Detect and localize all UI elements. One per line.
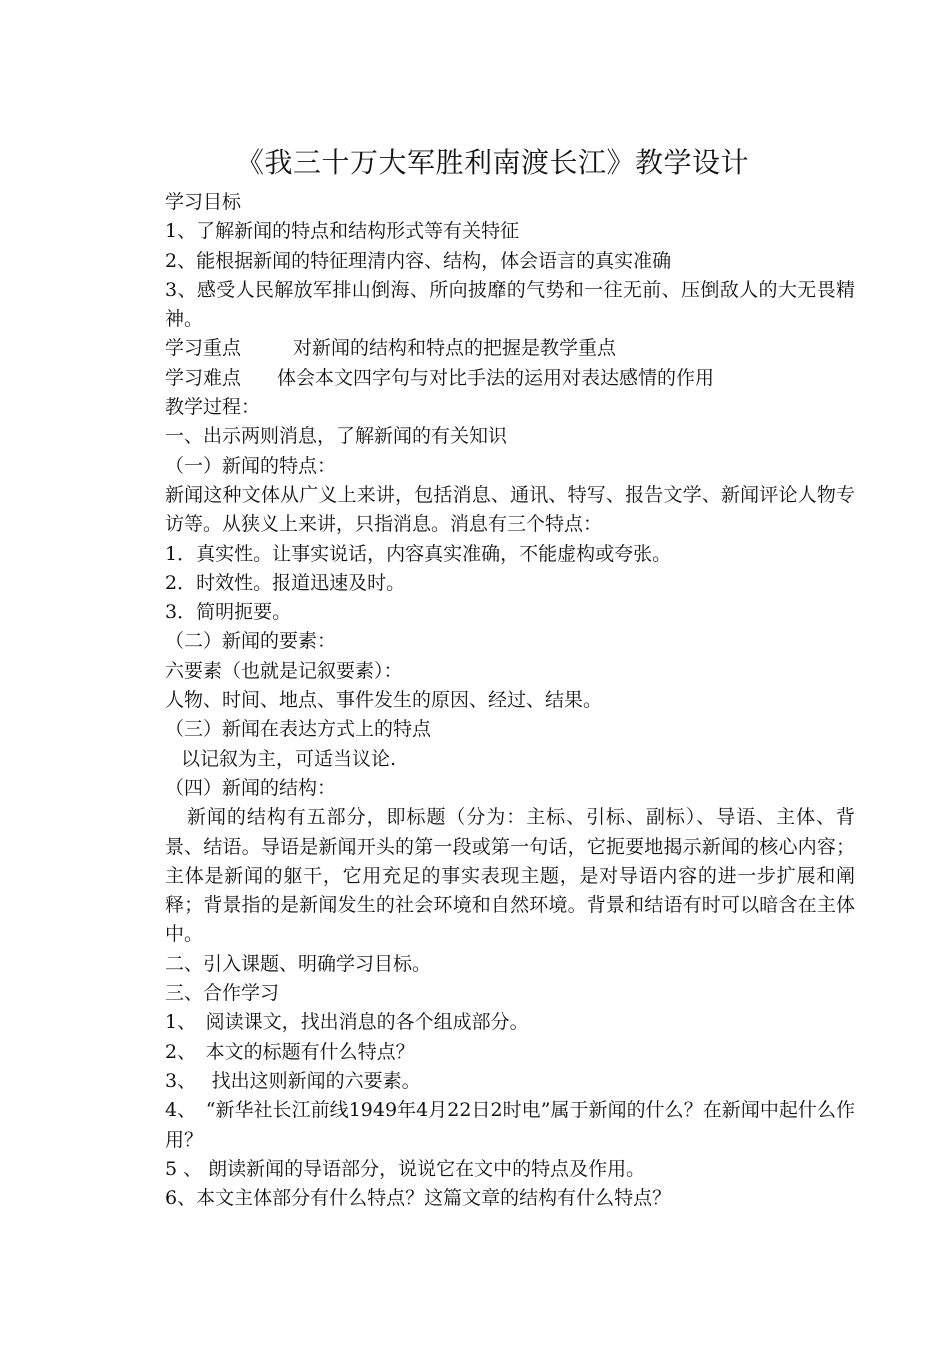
difficulty-label: 学习难点: [165, 366, 242, 389]
objective-item: 1、了解新闻的特点和结构形式等有关特征: [165, 220, 520, 243]
question-item: 3、 找出这则新闻的六要素。: [165, 1069, 421, 1092]
news-definition-paragraph: 新闻这种文体从广义上来讲，包括消息、通讯、特写、报告文学、新闻评论人物专访等。从狭义上来讲，只指消息。消息有三个特点：: [165, 483, 855, 536]
difficulty-text: 体会本文四字句与对比手法的运用对表达感情的作用: [277, 366, 715, 389]
subsection-heading: （二）新闻的要素：: [165, 630, 337, 653]
section-3-heading: 三、合作学习: [165, 982, 280, 1005]
subsection-heading: （四）新闻的结构：: [165, 776, 337, 799]
elements-line: 六要素（也就是记叙要素）：: [165, 659, 403, 682]
objectives-heading: 学习目标: [165, 191, 242, 213]
document-page: [165, 140, 855, 1213]
question-item: 4、 “新华社长江前线1949年4月22日2时电”属于新闻的什么？在新闻中起什么作用？: [165, 1099, 855, 1151]
question-item: 2、 本文的标题有什么特点？: [165, 1040, 415, 1063]
focus-label: 学习重点: [165, 337, 242, 360]
objective-item: 3、感受人民解放军排山倒海、所向披靡的气势和一往无前、压倒敌人的大无畏精神。: [165, 278, 855, 331]
section-1-heading: 一、出示两则消息，了解新闻的有关知识: [165, 425, 508, 448]
focus-line: [165, 334, 855, 363]
subsection-heading: （三）新闻在表达方式上的特点: [165, 718, 432, 741]
focus-text: 对新闻的结构和特点的把握是教学重点: [293, 337, 617, 360]
document-title: 《我三十万大军胜利南渡长江》教学设计: [235, 146, 749, 179]
expression-text: 以记叙为主，可适当议论.: [181, 747, 397, 770]
section-2-heading: 二、引入课题、明确学习目标。: [165, 952, 432, 975]
question-item: 5 、 朗读新闻的导语部分，说说它在文中的特点及作用。: [165, 1157, 646, 1180]
elements-line: 人物、时间、地点、事件发生的原因、经过、结果。: [165, 689, 603, 712]
feature-item: 3．简明扼要。: [165, 601, 292, 624]
question-item: 6、本文主体部分有什么特点？这篇文章的结构有什么特点？: [165, 1187, 672, 1210]
subsection-heading: （一）新闻的特点：: [165, 454, 337, 477]
feature-item: 2．时效性。报道迅速及时。: [165, 571, 406, 594]
difficulty-line: [165, 364, 855, 393]
structure-paragraph: 新闻的结构有五部分，即标题（分为：主标、引标、副标）、导语、主体、背景、结语。导语是新闻开头的第一段或第一句话，它扼要地揭示新闻的核心内容；主体是新闻的躯干，它用充足的事实表现主题，是对导语内容的进一步扩展和阐释；背景指的是新闻发生的社会环境和自然环境。背景和结语有时可以暗含在主体中。: [165, 806, 855, 946]
question-item: 1、 阅读课文，找出消息的各个组成部分。: [165, 1011, 529, 1034]
objective-item: 2、能根据新闻的特征理清内容、结构，体会语言的真实准确: [165, 249, 672, 272]
process-heading: 教学过程：: [165, 396, 261, 419]
feature-item: 1．真实性。让事实说话，内容真实准确，不能虚构或夸张。: [165, 542, 672, 565]
